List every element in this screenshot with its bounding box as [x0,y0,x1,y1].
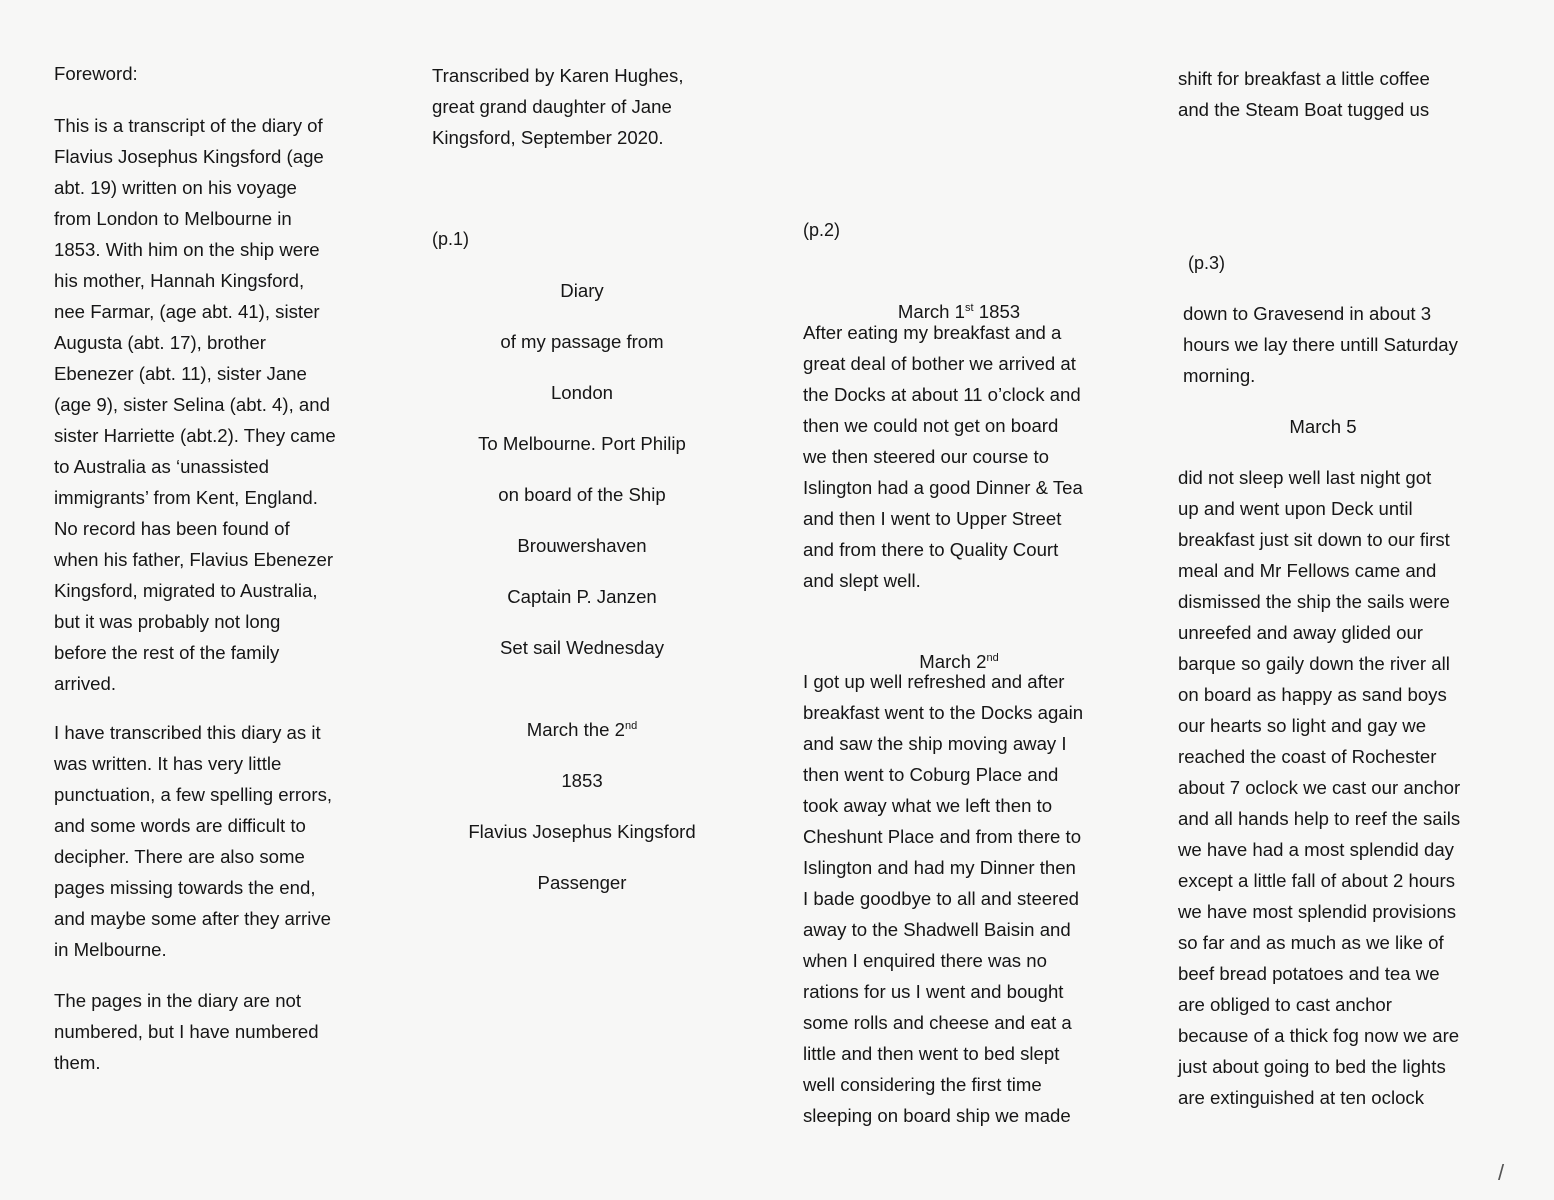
title-line-diary: Diary [560,280,604,301]
page-marker-p1: (p.1) [432,229,470,249]
transcriber-credit: Transcribed by Karen Hughes, great grand daughter of Jane Kingsford, September 2020. [432,65,684,148]
title-line-march-sup: nd [624,719,638,732]
foreword-paragraph-1: This is a transcript of the diary of Flavius Josephus Kingsford (age abt. 19) written on his voyage from London to Melbourne in 1853. With him on the ship were his mother, Hannah Kingsford, nee Farmar, (age abt. 41), sister Augusta (abt. 17), brother Ebenezer (abt. 11), sister Jane (age 9), sister Selina (abt. 4), and sister Harriette (abt.2). They came to Australia as ‘unassisted immigrants’ from Kent, England. No record has been found of when his father, Flavius Ebenezer Kingsford, migrated to Australia, but it was probably not long before the rest of the family arrived. [54,115,336,694]
title-line-ship: on board of the Ship [498,484,666,505]
title-line-london: London [550,382,614,403]
foreword-paragraph-3: The pages in the diary are not numbered, but I have numbered them. [54,990,319,1073]
page-marker-p3: (p.3) [1188,253,1226,273]
title-line-ship-name: Brouwershaven [517,535,647,556]
diary-title-block [432,275,732,898]
foreword-heading: Foreword: [54,63,138,84]
date-march-2-sup: nd [986,651,999,664]
title-line-march [432,683,732,745]
continuation-text: shift for breakfast a little coffee and the Steam Boat tugged us [1178,68,1430,120]
entry-march-1-text: After eating my breakfast and a great deal of bother we arrived at the Docks at about 11 o’clock and then we could not get on board we then steered our course to Islington had a good Dinner & Tea and then I went to Upper Street and from there to Quality Court and slept well. [803,322,1083,591]
title-line-author: Flavius Josephus Kingsford [468,821,696,842]
title-line-passage: of my passage from [500,331,664,352]
foreword-paragraph-2: I have transcribed this diary as it was written. It has very little punctuation, a few spelling errors, and some words are difficult to decipher. There are also some pages missing towards the end, and maybe some after they arrive in Melbourne. [54,722,333,960]
date-march-1-year: 1853 [973,301,1021,322]
page-marker-p2: (p.2) [803,220,841,240]
title-line-destination: To Melbourne. Port Philip [478,433,686,454]
date-march-1-sup: st [965,301,974,314]
entry-march-2-text: I got up well refreshed and after breakfast went to the Docks again and saw the ship moving away I then went to Coburg Place and took away what we left then to Cheshunt Place and from there to Islington and had my Dinner then I bade goodbye to all and steered away to the Shadwell Baisin and when I enquired there was no rations for us I went and bought some rolls and cheese and eat a little and then went to bed slept well considering the first time sleeping on board ship we made [803,671,1084,1126]
date-march-1-text: March 1 [897,301,966,322]
title-line-set-sail: Set sail Wednesday [500,637,664,658]
date-march-2-text: March 2 [919,651,987,672]
pen-mark-decoration: / [1498,1160,1505,1185]
entry-date-march-5: March 5 [1289,416,1357,437]
title-line-captain: Captain P. Janzen [507,586,657,607]
title-line-year: 1853 [561,770,603,791]
title-line-march-text: March the 2 [526,719,625,740]
entry-march-5-text: did not sleep well last night got up and went upon Deck until breakfast just sit down to our first meal and Mr Fellows came and dismissed the ship the sails were unreefed and away glided our barque so gaily down the river all on board as happy as sand boys our hearts so light and gay we reached the coast of Rochester about 7 oclock we cast our anchor and all hands help to reef the sails we have had a most splendid day except a little fall of about 2 hours we have most splendid provisions so far and as much as we like of beef bread potatoes and tea we are obliged to cast anchor because of a thick fog now we are just about going to bed the lights are extinguished at ten oclock [1178,467,1461,1108]
title-line-passenger: Passenger [537,872,627,893]
entry-gravesend-text: down to Gravesend in about 3 hours we lay there untill Saturday morning. [1183,303,1458,386]
